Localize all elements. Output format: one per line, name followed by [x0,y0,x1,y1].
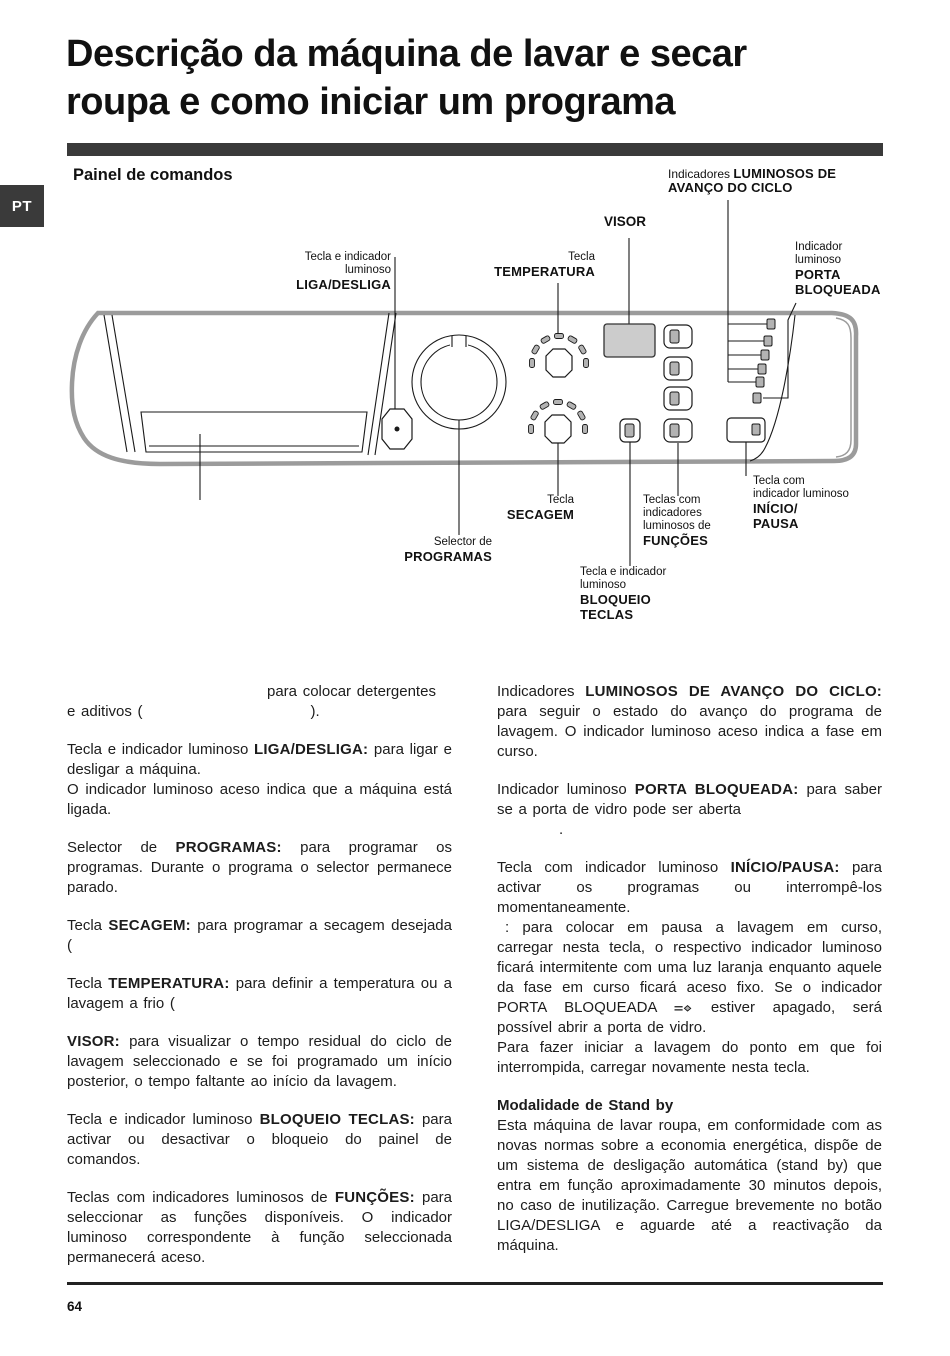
label-cycle-progress: Indicadores LUMINOSOS DE AVANÇO DO CICLO [668,166,837,195]
temperature-dial [530,334,589,378]
label-door-locked: Indicador luminoso PORTA BLOQUEADA [795,241,881,297]
program-knob [412,335,506,429]
paragraph-on-off: Tecla e indicador luminoso LIGA/DESLIGA: para ligar e desligar a máquina. O indicador luminoso aceso indica que a máquina está ligada. [67,741,452,818]
label-drying: Tecla SECAGEM [506,494,574,522]
footer-rule [67,1282,883,1285]
drying-dial [529,400,588,444]
display-screen [604,324,655,357]
page-number: 64 [67,1299,83,1314]
start-pause-button [727,418,765,442]
paragraph-standby: Modalidade de Stand by Esta máquina de lavar roupa, em conformidade com as novas normas sobre a economia energética, dispõe de um sistema de desligação automática (stand by) que entra em função aproximadamente 30 minutos depois, no caso de inutilização. Carregue brevemente no botão LIGA/DESLIGA e aguarde até a reactivação da máquina. [497,1097,882,1254]
paragraph-cycle-progress: Indicadores LUMINOSOS DE AVANÇO DO CICLO: para seguir o estado do avanço do programa de lavagem. O indicador luminoso aceso indica a fase em curso. [497,683,883,760]
paragraph-key-lock: Tecla e indicador luminoso BLOQUEIO TECLAS: para activar ou desactivar o bloqueio do painel de comandos. [67,1111,452,1168]
cycle-indicator-lights [753,319,775,403]
detergent-drawer [141,412,367,452]
paragraph-door-locked: Indicador luminoso PORTA BLOQUEADA: para saber se a porta de vidro pode ser aberta . [497,781,883,838]
label-functions: Teclas com indicadores luminosos de FUNÇÕES [643,494,711,548]
section-heading: Painel de comandos [73,166,233,184]
label-on-off: Tecla e indicador luminoso LIGA/DESLIGA [296,251,391,292]
standby-heading: Modalidade de Stand by [497,1097,674,1114]
label-temperature: Tecla TEMPERATURA [494,251,595,279]
function-buttons [664,325,692,442]
power-button [382,409,412,449]
label-key-lock: Tecla e indicador luminoso BLOQUEIO TECLAS [580,566,667,622]
paragraph-temperature: Tecla TEMPERATURA: para definir a temperatura ou a lavagem a frio ( [67,975,453,1012]
drawer-slant-lines [104,315,135,452]
paragraph-programs: Selector de PROGRAMAS: para programar os programas. Durante o programa o selector permanece parado. [67,839,453,896]
paragraph-start-pause: Tecla com indicador luminoso INÍCIO/PAUSA: para activar os programas ou interrompê-los momentaneamente. : para colocar em pausa a lavagem em curso, carregar nesta tecla, o respectivo indicador luminoso ficará intermitente com uma luz laranja enquanto aquele da fase em curso ficará aceso fixo. Se o indicador PORTA BLOQUEADA estiver apagado, será possível abrir a porta de vidro. Para fazer iniciar a lavagem do ponto em que foi interrompida, carregar novamente nesta tecla. [497,859,882,1076]
door-locked-icon [674,1004,693,1013]
paragraph-drying: Tecla SECAGEM: para programar a secagem desejada ( [67,917,452,954]
left-text-column [67,682,452,1286]
paragraph-display: VISOR: para visualizar o tempo residual do ciclo de lavagem seleccionado e se foi programado um início posterior, o tempo faltante ao início da lavagem. [67,1033,452,1090]
paragraph-drawer: para colocar detergentes e aditivos ( ). [67,683,436,720]
label-programs: Selector de PROGRAMAS [404,536,492,564]
page-title-line1: Descrição da máquina de lavar e secar [66,33,747,75]
label-visor: VISOR [604,214,647,229]
key-lock-button [620,419,640,442]
label-start-pause: Tecla com indicador luminoso INÍCIO/ PAUSA [753,475,849,531]
page-title-line2: roupa e como iniciar um programa [66,81,676,123]
panel-inner-edge [836,318,851,457]
paragraph-functions: Teclas com indicadores luminosos de FUNÇÕES: para seleccionar as funções disponíveis. O indicador luminoso correspondente à função seleccionada permanecerá aceso. [67,1189,452,1266]
language-tab: PT [0,185,44,227]
right-text-column [497,682,882,1274]
